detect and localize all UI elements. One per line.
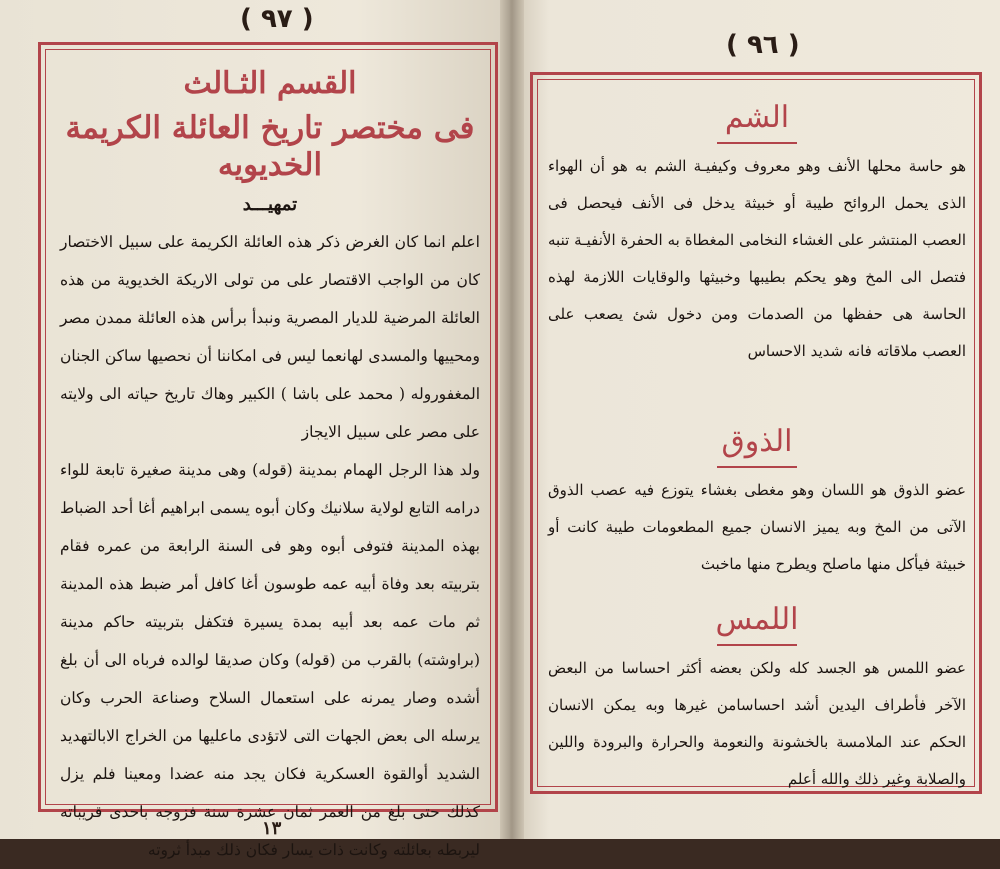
- title-underline: [717, 644, 797, 646]
- section-smell: [548, 96, 966, 370]
- section-taste: [548, 420, 966, 583]
- section-title: اللمس: [715, 602, 799, 637]
- left-page-number: ( ٩٧ ): [240, 4, 314, 34]
- part-subtitle: فى مختصر تاريخ العائلة الكريمة الخديويه: [65, 110, 475, 184]
- section-text: عضو الذوق هو اللسان وهو مغطى بغشاء يتوزع فيه عصب الذوق الآتى من المخ وبه يميز الانسان جميع المطعومات طيبة كانت أو خبيثة فيأكل منها ماصلح ويطرح منها ماخبث: [548, 481, 966, 573]
- part-title: القسم الثـالث: [183, 66, 357, 101]
- section-text: هو حاسة محلها الأنف وهو معروف وكيفيـة الشم به هو أن الهواء الذى يحمل الروائح طيبة أو خبيثة يدخل فى الأنف فيحصل فى العصب المنتشر على الغشاء النخامى المغطاة به الحفرة الأنفيـة تنبه فتصل الى المخ وهو يحكم بطيبها وخبيثها والوقايات اللازمة لهذه الحاسة هى حفظها من الصدمات ومن دخول شئ يصعب على العصب ملاقاته فانه شديد الاحساس: [548, 157, 966, 360]
- paragraph: ولد هذا الرجل الهمام بمدينة (قوله) وهى مدينة صغيرة تابعة للواء درامه التابع لولاية سلانيك وكان أبوه يسمى ابراهيم أغا أحد الضباط بهذه المدينة فتوفى أبوه وهو فى السنة الرابعة من عمره فقام بتربيته بعد وفاة أبيه عمه طوسون أغا كافل أمر ضبط هذه المدينة ثم مات عمه بعد أبيه بمدة يسيرة فتكفل بتربيته حاكم مدينة (براوشته) بالقرب من (قوله) وكان صديقا لوالده فرباه الى أن بلغ أشده وصار يمرنه على استعمال السلاح وصناعة الحرب وكان يرسله الى بعض الجهات التى لاتؤدى ماعليها من الخراج الابالتهديد الشديد أوالقوة العسكرية فكان يجد منه عضدا ومعينا فلم يزل كذلك حتى بلغ من العمر ثمان عشرة سنة فزوجه باحدى قريباته ليربطه بعائلته وكانت ذات يسار فكان ذلك مبدأ ثروته: [60, 461, 480, 860]
- paragraph: اعلم انما كان الغرض ذكر هذه العائلة الكريمة على سبيل الاختصار كان من الواجب الاقتصار على من تولى الاريكة الخديوية من هذه العائلة المرضية للديار المصرية ونبدأ برأس هذه العائلة ممدن مصر ومحييها والمسدى لهانعما ليس فى امكاننا أن نحصيها ساكن الجنان المغفوروله ( محمد على باشا ) الكبير وهاك تاريخ حياته الى ولايته على مصر على سبيل الايجاز: [60, 233, 480, 442]
- right-page-number: ( ٩٦ ): [726, 30, 800, 60]
- section-title: الشم: [724, 100, 790, 135]
- left-page-content: [60, 66, 480, 869]
- book-gutter: [500, 0, 524, 839]
- signature-mark: ١٣: [262, 818, 282, 839]
- section-text: عضو اللمس هو الجسد كله ولكن بعضه أكثر احساسا من البعض الآخر فأطراف اليدين أشد احساسامن غيرها وبه يمكن الانسان الحكم عند الملامسة بالخشونة والنعومة والحرارة والبرودة واللين والصلابة وغير ذلك والله أعلم: [548, 659, 966, 788]
- section-title: الذوق: [721, 424, 793, 459]
- title-underline: [717, 142, 797, 144]
- title-underline: [717, 466, 797, 468]
- intro-heading: تمهيـــد: [242, 194, 298, 216]
- section-touch: [548, 598, 966, 798]
